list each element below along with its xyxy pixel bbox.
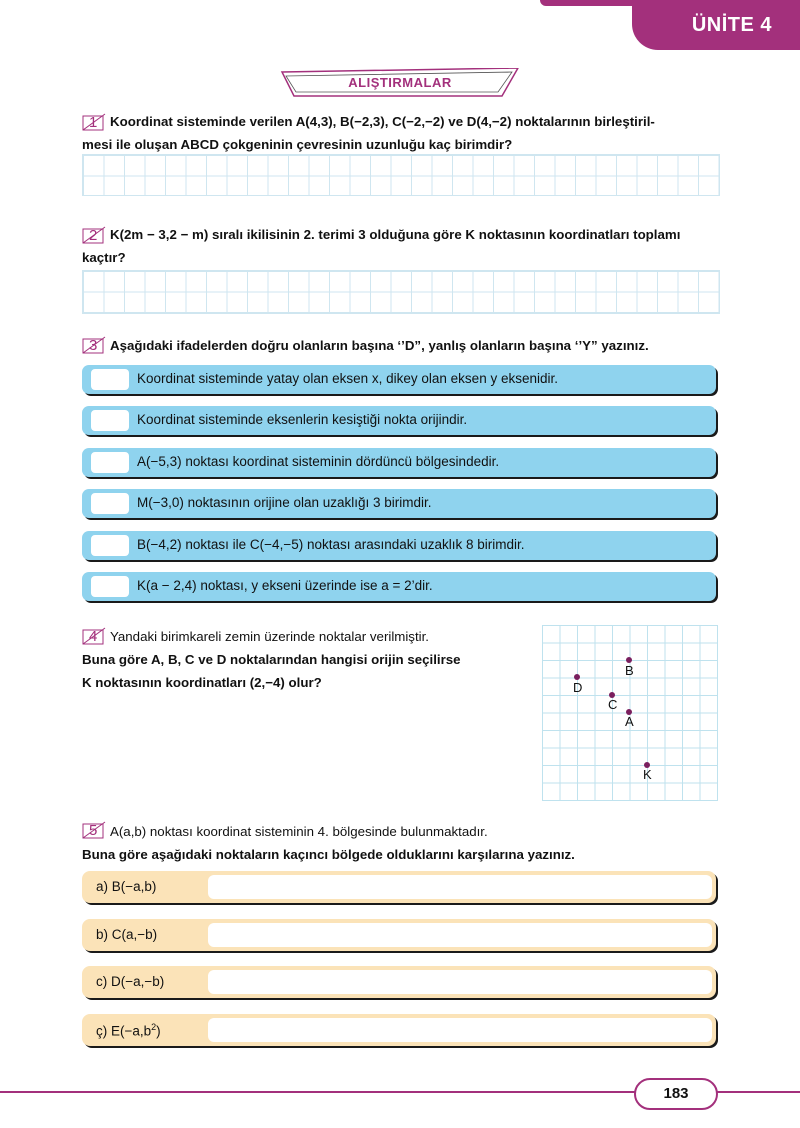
question-number-text: 4: [89, 628, 98, 645]
statement-row: [82, 572, 716, 601]
question-number-2: [82, 226, 106, 244]
fill-answer-box[interactable]: [208, 1018, 712, 1042]
fill-row-label: b) C(a,−b): [96, 927, 158, 942]
statement-text: K(a − 2,4) noktası, y ekseni üzerinde ise a = 2’dir.: [137, 578, 433, 593]
answer-box[interactable]: [91, 493, 129, 514]
question-4-line1: Yandaki birimkareli zemin üzerinde noktalar verilmiştir.: [110, 629, 429, 644]
statement-text: M(−3,0) noktasının orijine olan uzaklığı 3 birimdir.: [137, 495, 432, 510]
page-number: 183: [663, 1085, 689, 1102]
point-a-label: A: [625, 714, 634, 729]
statement-row: [82, 448, 716, 477]
question-3-text: Aşağıdaki ifadelerden doğru olanların başına ‘’D”, yanlış olanların başına ‘’Y” yazınız.: [110, 338, 649, 353]
fill-answer-box[interactable]: [208, 923, 712, 947]
point-d-label: D: [573, 680, 583, 695]
page-number-badge: [634, 1078, 718, 1110]
statement-text: A(−5,3) noktası koordinat sisteminin dördüncü bölgesindedir.: [137, 454, 500, 469]
question-number-text: 1: [89, 114, 98, 131]
answer-box[interactable]: [91, 369, 129, 390]
question-number-1: [82, 113, 106, 131]
answer-grid-1[interactable]: [82, 154, 720, 196]
question-4-line2: Buna göre A, B, C ve D noktalarından hangisi orijin seçilirse: [82, 652, 461, 667]
unit-square-grid: [542, 625, 718, 801]
question-number-4: [82, 627, 106, 645]
question-number-text: 5: [89, 822, 98, 839]
statement-row: [82, 406, 716, 435]
fill-row-label: ç) $E(-a,b^2)$: [96, 1022, 161, 1039]
question-number-text: 2: [89, 227, 98, 244]
question-2-line1: K(2m − 3,2 − m) sıralı ikilisinin 2. terimi 3 olduğuna göre K noktasının koordinatları toplamı: [110, 227, 681, 242]
answer-box[interactable]: [91, 576, 129, 597]
statement-text: B(−4,2) noktası ile C(−4,−5) noktası arasındaki uzaklık 8 birimdir.: [137, 537, 525, 552]
question-number-3: [82, 336, 106, 354]
fill-row: [82, 871, 716, 903]
question-number-5: [82, 821, 106, 839]
statement-row: [82, 489, 716, 518]
statement-row: [82, 531, 716, 560]
point-k-label: K: [643, 767, 652, 782]
answer-box[interactable]: [91, 452, 129, 473]
fill-answer-box[interactable]: [208, 875, 712, 899]
statement-row: [82, 365, 716, 394]
question-5-line1: A(a,b) noktası koordinat sisteminin 4. bölgesinde bulunmaktadır.: [110, 824, 488, 839]
point-c-label: C: [608, 697, 618, 712]
point-b-label: B: [625, 663, 634, 678]
fill-row-label: c) D(−a,−b): [96, 974, 165, 989]
unit-tab: [632, 0, 800, 50]
statement-text: Koordinat sisteminde yatay olan eksen x, dikey olan eksen y eksenidir.: [137, 371, 558, 386]
answer-grid-2[interactable]: [82, 270, 720, 314]
fill-row-label: a) B(−a,b): [96, 879, 157, 894]
fill-answer-box[interactable]: [208, 970, 712, 994]
fill-row: [82, 1014, 716, 1046]
section-title: ALIŞTIRMALAR: [348, 75, 452, 90]
question-4-line3: K noktasının koordinatları (2,−4) olur?: [82, 675, 322, 690]
question-number-text: 3: [89, 337, 98, 354]
fill-row: [82, 966, 716, 998]
question-5-line2: Buna göre aşağıdaki noktaların kaçıncı bölgede olduklarını karşılarına yazınız.: [82, 847, 575, 862]
section-banner: [280, 68, 520, 98]
unit-label: ÜNİTE 4: [691, 14, 772, 36]
answer-box[interactable]: [91, 535, 129, 556]
question-1-line1: Koordinat sisteminde verilen A(4,3), B(−2,3), C(−2,−2) ve D(4,−2) noktalarının birleştiril-: [110, 114, 655, 129]
statement-text: Koordinat sisteminde eksenlerin kesiştiği nokta orijindir.: [137, 412, 468, 427]
question-1-line2: mesi ile oluşan ABCD çokgeninin çevresinin uzunluğu kaç birimdir?: [82, 137, 513, 152]
fill-row: [82, 919, 716, 951]
question-2-line2: kaçtır?: [82, 250, 126, 265]
answer-box[interactable]: [91, 410, 129, 431]
